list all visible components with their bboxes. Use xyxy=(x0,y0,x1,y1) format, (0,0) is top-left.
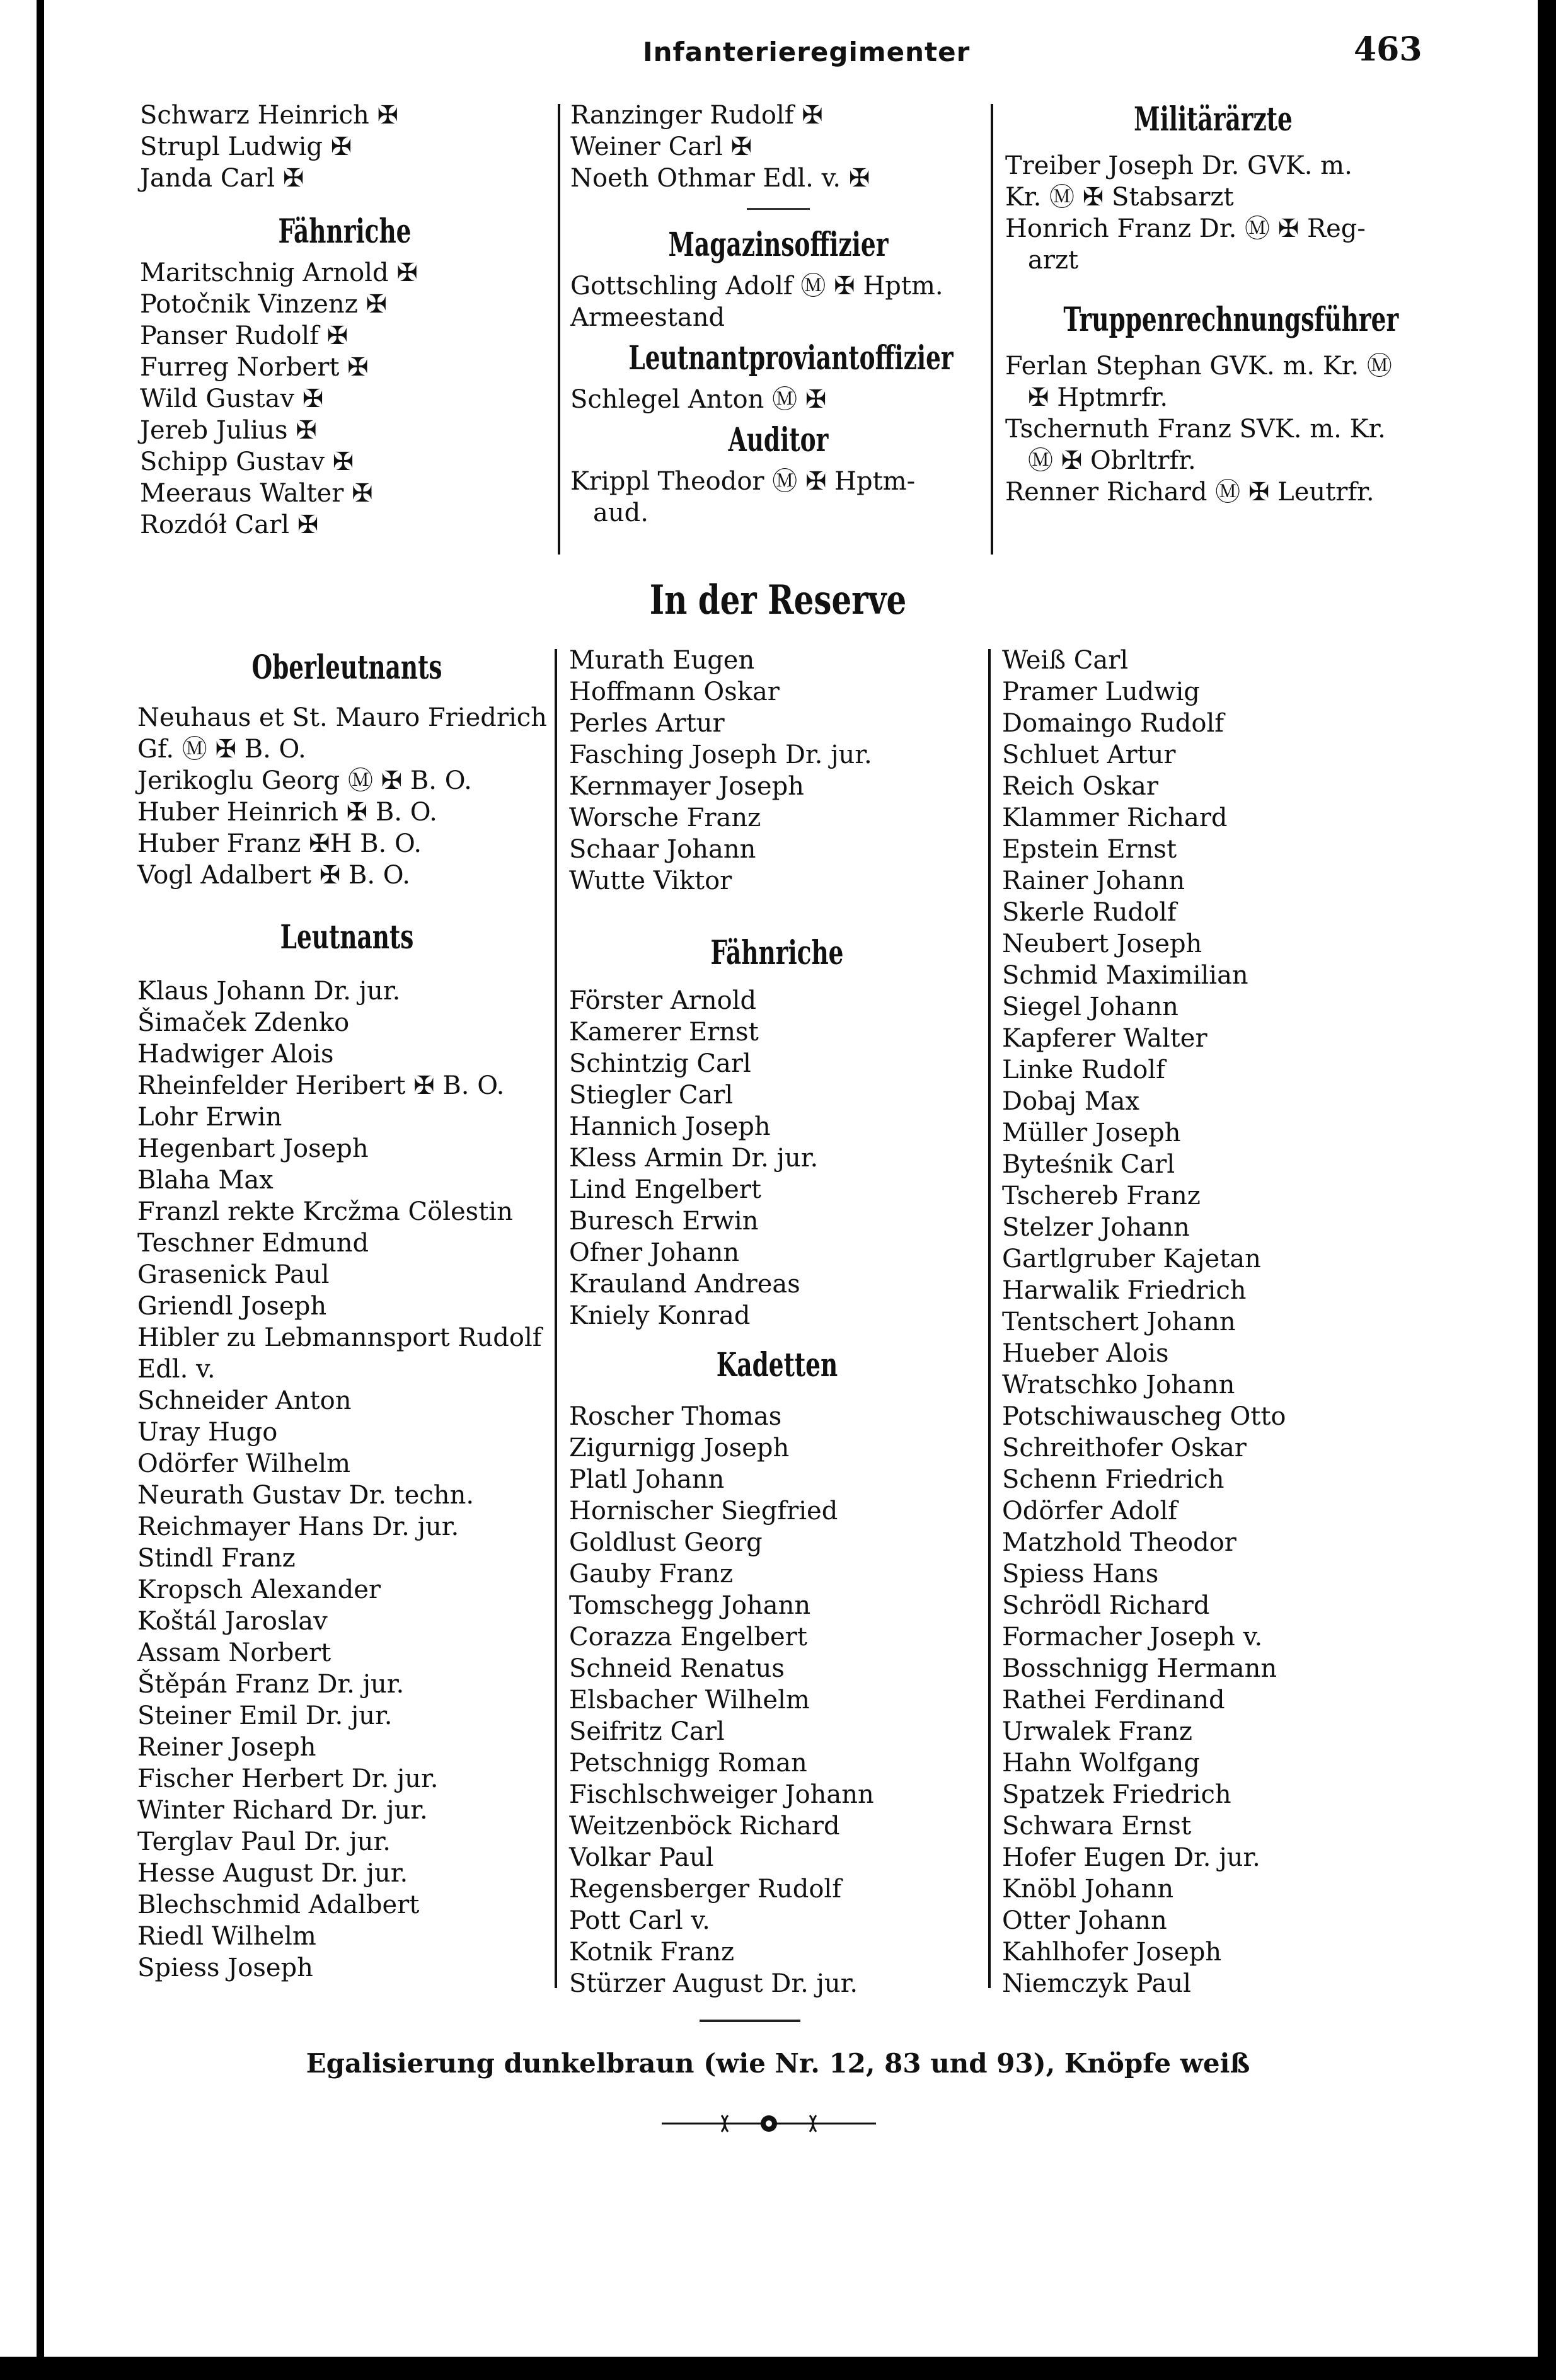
column-divider xyxy=(988,649,991,1988)
entry-line: Huber Heinrich ✠ B. O. xyxy=(137,798,437,827)
entry-line: Harwalik Friedrich xyxy=(1002,1276,1247,1305)
entry-line: Elsbacher Wilhelm xyxy=(569,1686,810,1715)
column-divider xyxy=(991,104,993,555)
entry-line: Matzhold Theodor xyxy=(1002,1528,1236,1557)
entry-line: arzt xyxy=(1028,246,1079,275)
entry-line: Urwalek Franz xyxy=(1002,1717,1192,1746)
entry-line: Hoffmann Oskar xyxy=(569,677,780,706)
entry-line: Kless Armin Dr. jur. xyxy=(569,1144,819,1173)
entry-line: Perles Artur xyxy=(569,709,725,738)
reserve-column-3 xyxy=(1002,645,1431,1999)
entry-line: Blechschmid Adalbert xyxy=(137,1890,420,1919)
entry-line: Hannich Joseph xyxy=(569,1112,771,1141)
entry-line: Weiner Carl ✠ xyxy=(570,132,752,161)
entry-line: Potočnik Vinzenz ✠ xyxy=(140,290,387,319)
entry-line: Dobaj Max xyxy=(1002,1087,1140,1116)
entry-line: Honrich Franz Dr. Ⓜ ✠ Reg- xyxy=(1005,214,1366,243)
entry-line: Kniely Konrad xyxy=(569,1301,751,1330)
entry-line: Neuhaus et St. Mauro Friedrich xyxy=(137,703,547,732)
entry-line: Kropsch Alexander xyxy=(137,1575,381,1604)
entry-line: Buresch Erwin xyxy=(569,1207,759,1236)
section-title-auditor: Auditor xyxy=(728,421,829,459)
entry-line: Winter Richard Dr. jur. xyxy=(137,1796,428,1825)
entry-line: Uray Hugo xyxy=(137,1418,278,1447)
entry-line: Schreithofer Oskar xyxy=(1002,1434,1247,1463)
footer-rule xyxy=(700,2020,800,2022)
entry-line: Blaha Max xyxy=(137,1166,274,1195)
section-title-faehnriche: Fähnriche xyxy=(278,212,412,251)
entry-line: Schwarz Heinrich ✠ xyxy=(140,101,398,130)
entry-line: Neurath Gustav Dr. techn. xyxy=(137,1481,475,1510)
entry-line: Janda Carl ✠ xyxy=(140,164,304,193)
entry-line: Renner Richard Ⓜ ✠ Leutrfr. xyxy=(1005,478,1374,507)
entry-line: Stiegler Carl xyxy=(569,1081,734,1110)
entry-line: Tschereb Franz xyxy=(1002,1181,1201,1210)
entry-line: Schenn Friedrich xyxy=(1002,1465,1225,1494)
entry-line: Ⓜ ✠ Obrltrfr. xyxy=(1028,446,1196,475)
entry-line: Domaingo Rudolf xyxy=(1002,709,1225,738)
entry-line: Schaar Johann xyxy=(569,835,756,864)
top-column-1 xyxy=(140,100,550,541)
entry-line: Byteśnik Carl xyxy=(1002,1150,1175,1179)
entry-line: Fasching Joseph Dr. jur. xyxy=(569,740,872,769)
entry-line: Lind Engelbert xyxy=(569,1175,761,1204)
entry-line: Lohr Erwin xyxy=(137,1103,282,1132)
entry-line: Fischlschweiger Johann xyxy=(569,1780,874,1809)
entry-line: Koštál Jaroslav xyxy=(137,1607,328,1636)
entry-line: Assam Norbert xyxy=(137,1638,331,1667)
entry-line: Reich Oskar xyxy=(1002,772,1158,801)
entry-line: Schrödl Richard xyxy=(1002,1591,1210,1620)
entry-line: Jerikoglu Georg Ⓜ ✠ B. O. xyxy=(137,766,472,795)
entry-line: aud. xyxy=(593,498,648,527)
entry-line: Kapferer Walter xyxy=(1002,1024,1207,1053)
entry-line: Tomschegg Johann xyxy=(569,1591,811,1620)
top-column-2 xyxy=(570,100,986,529)
entry-line: Terglav Paul Dr. jur. xyxy=(137,1827,391,1856)
entry-line: Volkar Paul xyxy=(569,1843,714,1872)
section-title-militaeraerzte: Militärärzte xyxy=(1134,100,1293,139)
entry-line: Noeth Othmar Edl. v. ✠ xyxy=(570,164,870,193)
entry-line: Klammer Richard xyxy=(1002,803,1228,832)
section-title-leutnantproviant: Leutnantproviantoffizier xyxy=(628,339,954,377)
entry-line: Hesse August Dr. jur. xyxy=(137,1859,408,1888)
separator xyxy=(747,208,810,210)
entry-line: Gartlgruber Kajetan xyxy=(1002,1245,1261,1273)
entry-line: Schlegel Anton Ⓜ ✠ xyxy=(570,385,827,414)
entry-line: Weiß Carl xyxy=(1002,646,1129,675)
entry-line: Gf. Ⓜ ✠ B. O. xyxy=(137,735,306,764)
entry-line: Riedl Wilhelm xyxy=(137,1922,316,1951)
entry-line: Hibler zu Lebmannsport Rudolf xyxy=(137,1323,542,1352)
entry-line: Neubert Joseph xyxy=(1002,929,1202,958)
entry-line: Ranzinger Rudolf ✠ xyxy=(570,101,823,130)
entry-line: Pott Carl v. xyxy=(569,1906,710,1935)
entry-line: Klaus Johann Dr. jur. xyxy=(137,977,401,1006)
entry-line: Epstein Ernst xyxy=(1002,835,1177,864)
entry-line: Platl Johann xyxy=(569,1465,725,1494)
entry-line: Niemczyk Paul xyxy=(1002,1969,1191,1998)
entry-line: Edl. v. xyxy=(137,1355,216,1384)
running-header: Infanterieregimenter xyxy=(643,37,971,67)
entry-line: Grasenick Paul xyxy=(137,1260,330,1289)
entry-line: Hofer Eugen Dr. jur. xyxy=(1002,1843,1260,1872)
entry-line: Petschnigg Roman xyxy=(569,1749,807,1778)
entry-line: Otter Johann xyxy=(1002,1906,1167,1935)
entry-line: Štěpán Franz Dr. jur. xyxy=(137,1670,405,1699)
entry-line: Kr. Ⓜ ✠ Stabsarzt xyxy=(1005,183,1234,212)
section-title-oberleutnants: Oberleutnants xyxy=(251,648,442,687)
entry-line: Schintzig Carl xyxy=(569,1049,751,1078)
entry-line: Rheinfelder Heribert ✠ B. O. xyxy=(137,1071,505,1100)
entry-line: Kotnik Franz xyxy=(569,1938,735,1967)
entry-line: Müller Joseph xyxy=(1002,1118,1181,1147)
entry-line: Hadwiger Alois xyxy=(137,1040,334,1069)
entry-line: Treiber Joseph Dr. GVK. m. xyxy=(1005,151,1352,180)
entry-line: Meeraus Walter ✠ xyxy=(140,479,373,508)
entry-line: Seifritz Carl xyxy=(569,1717,725,1746)
entry-line: Roscher Thomas xyxy=(569,1402,782,1431)
entry-line: Fischer Herbert Dr. jur. xyxy=(137,1764,439,1793)
section-title-leutnants: Leutnants xyxy=(280,918,414,957)
section-title-faehnriche: Fähnriche xyxy=(710,934,844,972)
entry-line: Odörfer Wilhelm xyxy=(137,1449,351,1478)
entry-line: Tschernuth Franz SVK. m. Kr. xyxy=(1005,415,1386,444)
entry-line: Spiess Hans xyxy=(1002,1560,1159,1589)
reserve-column-2 xyxy=(569,645,985,1999)
entry-line: Regensberger Rudolf xyxy=(569,1875,842,1904)
entry-line: Jereb Julius ✠ xyxy=(140,416,317,445)
entry-line: Schipp Gustav ✠ xyxy=(140,447,354,476)
entry-line: Formacher Joseph v. xyxy=(1002,1623,1263,1652)
entry-line: Spatzek Friedrich xyxy=(1002,1780,1231,1809)
entry-line: Kernmayer Joseph xyxy=(569,772,804,801)
entry-line: Schmid Maximilian xyxy=(1002,961,1248,990)
top-column-3 xyxy=(1005,95,1421,508)
entry-line: Huber Franz ✠H B. O. xyxy=(137,829,422,858)
entry-line: Gottschling Adolf Ⓜ ✠ Hptm. xyxy=(570,272,943,301)
entry-line: Franzl rekte Krcžma Cölestin xyxy=(137,1197,513,1226)
entry-line: Šimaček Zdenko xyxy=(137,1008,350,1037)
entry-line: Kamerer Ernst xyxy=(569,1018,759,1047)
scan-border-left xyxy=(37,0,44,2380)
entry-line: Stürzer August Dr. jur. xyxy=(569,1969,858,1998)
entry-line: Stelzer Johann xyxy=(1002,1213,1190,1242)
entry-line: Hegenbart Joseph xyxy=(137,1134,369,1163)
entry-line: Tentschert Johann xyxy=(1002,1308,1236,1337)
entry-line: Strupl Ludwig ✠ xyxy=(140,132,352,161)
entry-line: Rathei Ferdinand xyxy=(1002,1686,1225,1715)
entry-line: Armeestand xyxy=(570,303,725,332)
section-title-magazin: Magazinsoffizier xyxy=(668,226,889,264)
entry-line: Hahn Wolfgang xyxy=(1002,1749,1200,1778)
entry-line: Stindl Franz xyxy=(137,1544,296,1573)
entry-line: Vogl Adalbert ✠ B. O. xyxy=(137,861,410,890)
page-number: 463 xyxy=(1354,30,1422,69)
entry-line: Krauland Andreas xyxy=(569,1270,800,1299)
entry-line: Wratschko Johann xyxy=(1002,1371,1235,1400)
entry-line: Reiner Joseph xyxy=(137,1733,316,1762)
entry-line: Hornischer Siegfried xyxy=(569,1497,838,1526)
entry-line: Schneider Anton xyxy=(137,1386,352,1415)
entry-line: Griendl Joseph xyxy=(137,1292,327,1321)
entry-line: Hueber Alois xyxy=(1002,1339,1169,1368)
entry-line: Furreg Norbert ✠ xyxy=(140,353,369,382)
section-title-truppenrechnungsfuehrer: Truppenrechnungsführer xyxy=(1063,301,1399,339)
entry-line: Zigurnigg Joseph xyxy=(569,1434,790,1463)
entry-line: Krippl Theodor Ⓜ ✠ Hptm- xyxy=(570,467,916,496)
entry-line: Corazza Engelbert xyxy=(569,1623,807,1652)
entry-line: Ofner Johann xyxy=(569,1238,740,1267)
entry-line: Murath Eugen xyxy=(569,646,755,675)
scan-border-right xyxy=(1538,0,1556,2380)
entry-line: Förster Arnold xyxy=(569,986,757,1015)
entry-line: Wild Gustav ✠ xyxy=(140,384,324,413)
entry-line: Maritschnig Arnold ✠ xyxy=(140,258,418,287)
entry-line: Schneid Renatus xyxy=(569,1654,785,1683)
entry-line: Ferlan Stephan GVK. m. Kr. Ⓜ xyxy=(1005,352,1392,381)
entry-line: Schluet Artur xyxy=(1002,740,1176,769)
entry-line: Bosschnigg Hermann xyxy=(1002,1654,1277,1683)
section-title-reserve: In der Reserve xyxy=(649,577,907,624)
column-divider xyxy=(555,649,557,1988)
entry-line: Knöbl Johann xyxy=(1002,1875,1174,1904)
footer-note: Egalisierung dunkelbraun (wie Nr. 12, 83 und 93), Knöpfe weiß xyxy=(306,2048,1250,2079)
entry-line: Panser Rudolf ✠ xyxy=(140,321,349,350)
scan-border-bottom xyxy=(0,2357,1556,2380)
entry-line: Siegel Johann xyxy=(1002,992,1179,1021)
entry-line: Weitzenböck Richard xyxy=(569,1812,840,1841)
entry-line: Kahlhofer Joseph xyxy=(1002,1938,1222,1967)
entry-line: Teschner Edmund xyxy=(137,1229,369,1258)
entry-line: Wutte Viktor xyxy=(569,866,732,895)
entry-line: ✠ Hptmrfr. xyxy=(1028,383,1168,412)
entry-line: Rozdół Carl ✠ xyxy=(140,510,319,539)
entry-line: Schwara Ernst xyxy=(1002,1812,1192,1841)
column-divider xyxy=(558,104,560,555)
entry-line: Reichmayer Hans Dr. jur. xyxy=(137,1512,459,1541)
ornament-icon xyxy=(662,2108,876,2139)
reserve-column-1 xyxy=(137,643,556,1984)
entry-line: Steiner Emil Dr. jur. xyxy=(137,1701,393,1730)
entry-line: Gauby Franz xyxy=(569,1560,734,1589)
entry-line: Linke Rudolf xyxy=(1002,1055,1165,1084)
section-title-kadetten: Kadetten xyxy=(716,1346,838,1384)
entry-line: Rainer Johann xyxy=(1002,866,1185,895)
entry-line: Skerle Rudolf xyxy=(1002,898,1177,927)
entry-line: Worsche Franz xyxy=(569,803,761,832)
entry-line: Pramer Ludwig xyxy=(1002,677,1200,706)
entry-line: Spiess Joseph xyxy=(137,1953,313,1982)
entry-line: Goldlust Georg xyxy=(569,1528,763,1557)
entry-line: Potschiwauscheg Otto xyxy=(1002,1402,1286,1431)
entry-line: Odörfer Adolf xyxy=(1002,1497,1178,1526)
